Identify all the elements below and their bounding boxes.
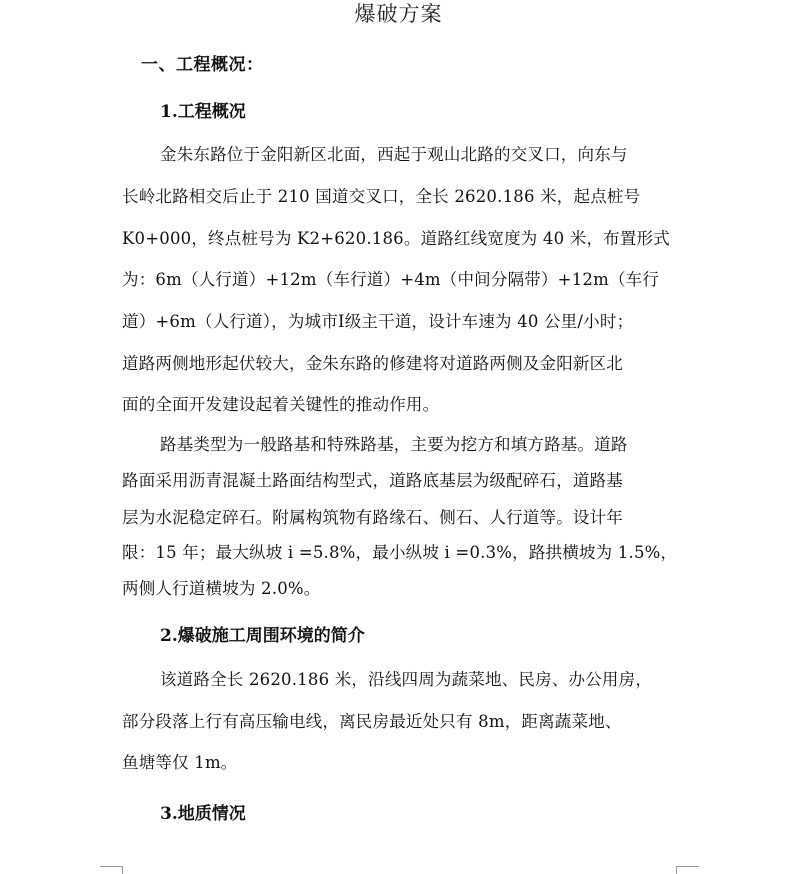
subsection-heading-environment: 2.爆破施工周围环境的简介 xyxy=(160,626,365,646)
paragraph-line: 限：15 年；最大纵坡 i =5.8%，最小纵坡 i =0.3%，路拱横坡为 1.5%， xyxy=(122,543,678,562)
paragraph-line: 两侧人行道横坡为 2.0%。 xyxy=(122,579,321,598)
paragraph-line: 金朱东路位于金阳新区北面，西起于观山北路的交叉口，向东与 xyxy=(160,145,628,164)
subsection-heading-project-overview: 1.工程概况 xyxy=(160,102,246,122)
paragraph-line: 为：6m（人行道）+12m（车行道）+4m（中间分隔带）+12m（车行 xyxy=(122,270,660,289)
paragraph-line: 该道路全长 2620.186 米，沿线四周为蔬菜地、民房、办公用房， xyxy=(160,670,653,689)
paragraph-line: 路面采用沥青混凝土路面结构型式，道路底基层为级配碎石，道路基 xyxy=(122,471,623,490)
paragraph-line: K0+000，终点桩号为 K2+620.186。道路红线宽度为 40 米，布置形式 xyxy=(122,229,670,248)
paragraph-line: 路基类型为一般路基和特殊路基，主要为挖方和填方路基。道路 xyxy=(160,435,628,454)
paragraph-line: 面的全面开发建设起着关键性的推动作用。 xyxy=(122,395,440,414)
section-heading-overview: 一、工程概况： xyxy=(141,55,264,75)
paragraph-line: 部分段落上行有高压输电线，离民房最近处只有 8m，距离蔬菜地、 xyxy=(122,712,622,731)
paragraph-line: 道）+6m（人行道），为城市Ⅰ级主干道，设计车速为 40 公里/小时； xyxy=(122,312,634,331)
paragraph-line: 层为水泥稳定碎石。附属构筑物有路缘石、侧石、人行道等。设计年 xyxy=(122,508,623,527)
paragraph-line: 鱼塘等仅 1m。 xyxy=(122,753,238,772)
paragraph-line: 道路两侧地形起伏较大，金朱东路的修建将对道路两侧及金阳新区北 xyxy=(122,354,623,373)
page-title: 爆破方案 xyxy=(354,2,443,26)
paragraph-line: 长岭北路相交后止于 210 国道交叉口，全长 2620.186 米，起点桩号 xyxy=(122,187,641,206)
subsection-heading-geology: 3.地质情况 xyxy=(160,804,246,824)
